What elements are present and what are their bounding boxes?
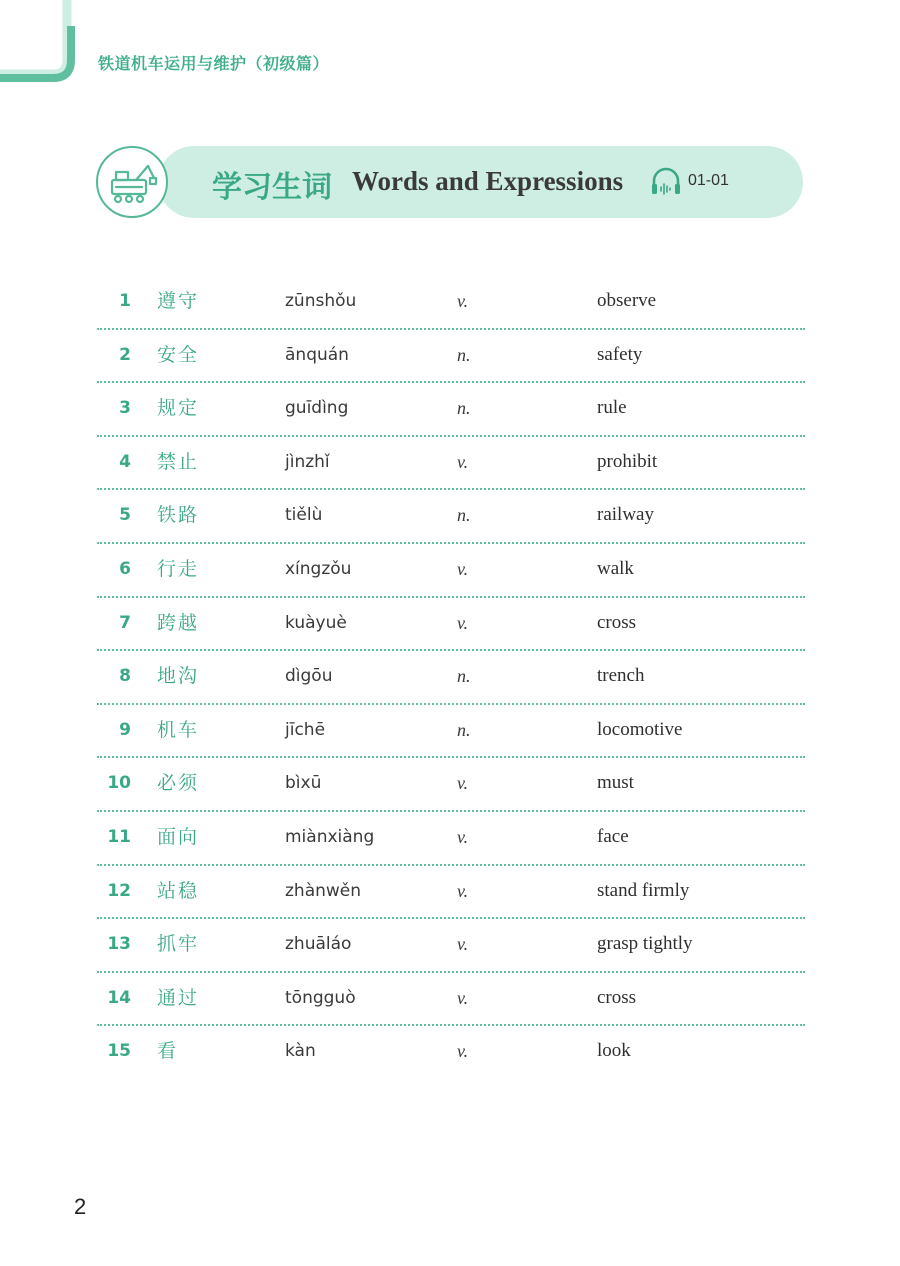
vocab-english: grasp tightly [597, 933, 693, 955]
vocab-part-of-speech: n. [457, 666, 471, 687]
vocab-pinyin: kuàyuè [285, 612, 347, 633]
vocab-english: observe [597, 290, 657, 311]
vocab-number: 4 [119, 451, 131, 472]
vocab-number: 5 [119, 505, 131, 526]
vocab-row [97, 383, 805, 437]
vocab-part-of-speech: v. [457, 612, 469, 633]
vocab-chinese: 跨越 [157, 611, 200, 634]
vocab-row [97, 437, 805, 491]
vocab-number: 8 [119, 666, 131, 687]
vocab-pinyin: xíngzǒu [285, 558, 352, 579]
vocab-row [97, 919, 805, 973]
vocab-part-of-speech: v. [457, 987, 469, 1008]
vocab-number: 6 [119, 558, 131, 579]
vocab-number: 3 [119, 398, 131, 419]
vocab-row [97, 651, 805, 705]
vocab-row [97, 598, 805, 652]
vocab-part-of-speech: v. [457, 880, 469, 901]
vocab-english: stand firmly [597, 879, 690, 901]
vocab-chinese: 必须 [157, 772, 200, 795]
vocab-chinese: 抓牢 [157, 933, 200, 956]
vocab-row [97, 490, 805, 544]
vocab-number: 2 [119, 344, 131, 365]
vocab-number: 13 [107, 934, 131, 955]
vocab-chinese: 遵守 [157, 290, 200, 312]
vocab-part-of-speech: v. [457, 451, 469, 472]
vocab-number: 14 [107, 987, 131, 1008]
vocab-pinyin: jīchē [285, 719, 326, 740]
vocab-part-of-speech: n. [457, 344, 471, 365]
vocab-chinese: 看 [157, 1040, 179, 1063]
vocab-pinyin: zhànwěn [285, 880, 362, 901]
vocab-english: cross [597, 611, 637, 633]
vocab-pinyin: jìnzhǐ [285, 451, 330, 472]
vocab-english: prohibit [597, 450, 658, 472]
vocab-row [97, 758, 805, 812]
vocab-number: 1 [119, 291, 131, 311]
vocab-chinese: 行走 [157, 557, 200, 580]
vocab-row [97, 276, 805, 330]
vocab-chinese: 通过 [157, 986, 200, 1009]
vocab-number: 15 [107, 1041, 131, 1062]
vocab-row [97, 973, 805, 1027]
vocab-english: cross [597, 986, 637, 1008]
corner-decoration [0, 0, 76, 82]
vocab-chinese: 机车 [157, 718, 200, 741]
vocab-row [97, 330, 805, 384]
book-title: 铁道机车运用与维护（初级篇） [98, 54, 330, 73]
vocab-row [97, 866, 805, 920]
locomotive-icon [96, 146, 168, 218]
vocab-row [97, 1026, 805, 1080]
vocab-part-of-speech: v. [457, 291, 469, 311]
vocab-number: 12 [107, 880, 131, 901]
vocab-part-of-speech: n. [457, 505, 471, 526]
vocab-english: rule [597, 397, 627, 419]
vocab-pinyin: tiělù [285, 505, 323, 526]
vocab-english: face [597, 825, 629, 847]
vocab-row [97, 544, 805, 598]
vocab-english: safety [597, 343, 643, 365]
vocab-part-of-speech: v. [457, 934, 469, 955]
vocab-english: locomotive [597, 718, 683, 740]
vocab-part-of-speech: v. [457, 558, 469, 579]
vocab-chinese: 铁路 [157, 504, 200, 527]
headphones-icon[interactable] [650, 166, 682, 196]
vocab-pinyin: kàn [285, 1041, 316, 1062]
vocab-pinyin: guīdìng [285, 398, 349, 419]
vocab-chinese: 禁止 [157, 450, 200, 473]
vocab-part-of-speech: v. [457, 826, 469, 847]
vocab-pinyin: miànxiàng [285, 826, 375, 847]
vocab-row [97, 705, 805, 759]
section-title-en: Words and Expressions [352, 166, 624, 196]
vocab-chinese: 规定 [157, 397, 200, 420]
vocab-pinyin: tōngguò [285, 987, 356, 1008]
vocab-pinyin: bìxū [285, 773, 322, 794]
vocab-pinyin: dìgōu [285, 666, 333, 687]
vocab-row [97, 812, 805, 866]
section-banner [96, 146, 806, 222]
vocab-english: must [597, 772, 634, 794]
vocab-part-of-speech: n. [457, 398, 471, 419]
vocab-number: 7 [119, 612, 131, 633]
vocab-chinese: 面向 [157, 825, 200, 848]
audio-track-label: 01-01 [688, 172, 729, 189]
page-number: 2 [74, 1194, 87, 1219]
vocab-english: trench [597, 665, 645, 687]
vocab-chinese: 安全 [157, 343, 200, 366]
vocab-number: 11 [107, 826, 131, 847]
vocab-pinyin: zhuāláo [285, 934, 352, 955]
vocab-part-of-speech: n. [457, 719, 471, 740]
vocab-english: look [597, 1040, 631, 1062]
vocab-pinyin: zūnshǒu [285, 291, 357, 311]
vocab-english: railway [597, 504, 654, 526]
vocab-chinese: 站稳 [157, 879, 200, 902]
vocab-number: 10 [107, 773, 131, 794]
vocab-part-of-speech: v. [457, 773, 469, 794]
vocab-pinyin: ānquán [285, 344, 349, 365]
vocab-part-of-speech: v. [457, 1041, 469, 1062]
vocab-number: 9 [119, 719, 131, 740]
vocab-chinese: 地沟 [157, 665, 200, 688]
section-title-zh: 学习生词 [212, 170, 332, 205]
vocab-english: walk [597, 557, 634, 579]
vocabulary-list [97, 276, 805, 1080]
